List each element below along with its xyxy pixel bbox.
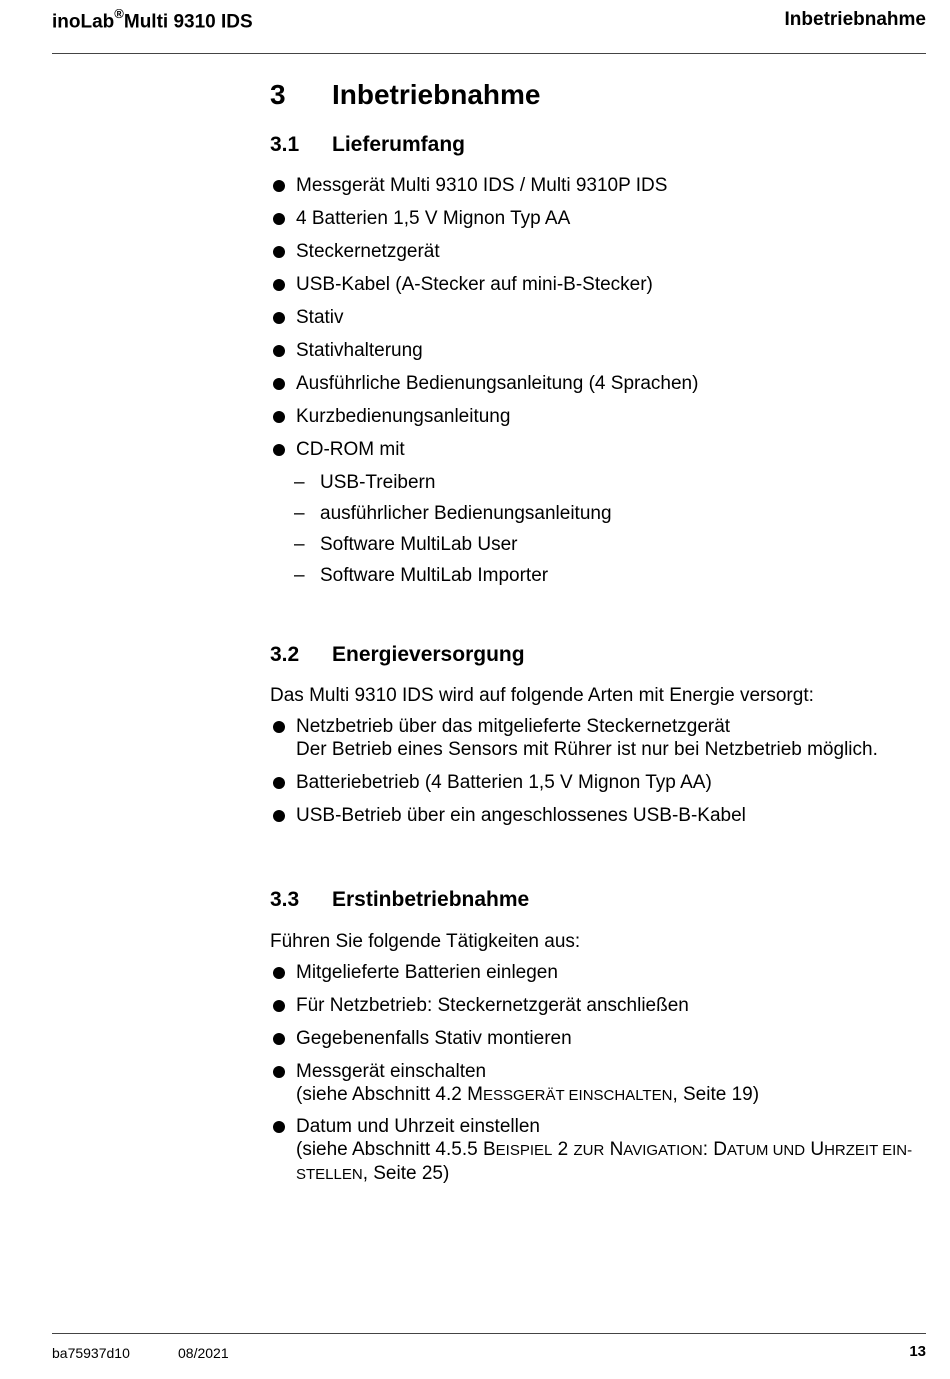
list-item xyxy=(270,961,558,984)
list-item-text: Stativhalterung xyxy=(296,340,423,361)
header-product xyxy=(52,8,253,33)
list-item-text: Messgerät einschalten xyxy=(296,1061,487,1082)
bullet-icon xyxy=(273,1033,285,1045)
cross-reference-cont xyxy=(270,1162,912,1186)
section-title: Erstinbetriebnahme xyxy=(332,888,530,911)
bullet-icon xyxy=(273,279,285,291)
ref-title-initial: M xyxy=(467,1084,483,1105)
header-chapter: Inbetriebnahme xyxy=(784,9,926,30)
header-brand: inoLab xyxy=(52,11,115,33)
list-item xyxy=(270,771,712,794)
list-item-text: USB-Betrieb über ein angeschlossenes USB-B-Kabel xyxy=(296,805,746,826)
ref-suffix: , Seite 19) xyxy=(672,1084,760,1105)
list-item xyxy=(270,1027,572,1050)
sub-list-item-text: Software MultiLab Importer xyxy=(320,565,549,586)
section-intro: Das Multi 9310 IDS wird auf folgende Arten mit Energie versorgt: xyxy=(270,685,814,706)
bullet-icon xyxy=(273,213,285,225)
ref-suffix: , Seite 25) xyxy=(362,1163,450,1184)
section-heading-3-1 xyxy=(270,133,465,157)
ref-prefix: (siehe Abschnitt 4.2 xyxy=(296,1084,468,1105)
list-item xyxy=(270,339,423,362)
ref-title-smallcaps: AVIGATION xyxy=(623,1142,703,1159)
list-item-text: USB-Kabel (A-Stecker auf mini-B-Stecker) xyxy=(296,274,653,295)
list-item xyxy=(270,405,510,428)
section-title: Energieversorgung xyxy=(332,643,525,666)
list-item xyxy=(270,438,405,461)
ref-title-part: U xyxy=(805,1139,825,1160)
list-item xyxy=(270,240,440,263)
ref-prefix: (siehe Abschnitt 4.5.5 xyxy=(296,1139,483,1160)
dash-icon: – xyxy=(294,534,305,555)
sub-list-item-text: USB-Treibern xyxy=(320,472,436,493)
list-item-text: Stativ xyxy=(296,307,344,328)
list-item-text: Mitgelieferte Batterien einlegen xyxy=(296,962,558,983)
list-item xyxy=(270,994,689,1017)
bullet-icon xyxy=(273,246,285,258)
ref-title-smallcaps: EISPIEL xyxy=(495,1142,553,1159)
list-item-text: Messgerät Multi 9310 IDS / Multi 9310P IDS xyxy=(296,175,668,196)
ref-title-part: : D xyxy=(702,1139,728,1160)
bullet-icon xyxy=(273,411,285,423)
bullet-icon xyxy=(273,312,285,324)
bullet-icon xyxy=(273,180,285,192)
bullet-icon xyxy=(273,721,285,733)
list-item-text: Kurzbedienungsanleitung xyxy=(296,406,511,427)
chapter-number: 3 xyxy=(270,79,286,110)
section-number: 3.3 xyxy=(270,888,300,911)
bullet-icon xyxy=(273,967,285,979)
ref-hyphen: - xyxy=(907,1142,913,1159)
list-item-text: Ausführliche Bedienungsanleitung (4 Sprachen) xyxy=(296,373,699,394)
ref-title-smallcaps: ZUR xyxy=(573,1142,605,1159)
footer-rule xyxy=(52,1333,926,1334)
list-item-text: Netzbetrieb über das mitgelieferte Steckernetzgerät xyxy=(296,716,731,737)
section-heading-3-2 xyxy=(270,643,525,667)
list-item xyxy=(270,715,878,761)
cross-reference xyxy=(270,1138,912,1162)
section-number: 3.1 xyxy=(270,133,300,156)
header-model: Multi 9310 IDS xyxy=(123,11,253,33)
list-item xyxy=(270,372,698,395)
list-item-text: Steckernetzgerät xyxy=(296,241,440,262)
list-item xyxy=(270,207,570,230)
section-heading-3-3 xyxy=(270,888,529,912)
bullet-icon xyxy=(273,777,285,789)
bullet-icon xyxy=(273,378,285,390)
bullet-icon xyxy=(273,1121,285,1133)
section-title: Lieferumfang xyxy=(332,133,466,156)
list-item-text: Für Netzbetrieb: Steckernetzgerät anschließen xyxy=(296,995,689,1016)
registered-mark: ® xyxy=(114,6,124,21)
list-item xyxy=(270,273,653,296)
bullet-icon xyxy=(273,810,285,822)
sub-list-item xyxy=(294,471,435,494)
list-item-note: Der Betrieb eines Sensors mit Rührer ist nur bei Netzbetrieb möglich. xyxy=(296,739,878,760)
list-item xyxy=(270,174,667,197)
ref-title-smallcaps: STELLEN xyxy=(296,1166,363,1183)
list-item-text: Datum und Uhrzeit einstellen xyxy=(296,1116,540,1137)
dash-icon: – xyxy=(294,565,305,586)
sub-list-item xyxy=(294,533,517,556)
list-item-text: Batteriebetrieb (4 Batterien 1,5 V Mignon Typ AA) xyxy=(296,772,712,793)
ref-title-smallcaps: HRZEIT EIN xyxy=(824,1142,908,1159)
bullet-icon xyxy=(273,1000,285,1012)
list-item-text: CD-ROM mit xyxy=(296,439,405,460)
sub-list-item xyxy=(294,564,548,587)
header-rule xyxy=(52,53,926,54)
ref-title-part: N xyxy=(604,1139,624,1160)
bullet-icon xyxy=(273,444,285,456)
ref-title-part: B xyxy=(482,1139,496,1160)
dash-icon: – xyxy=(294,472,305,493)
sub-list-item-text: Software MultiLab User xyxy=(320,534,518,555)
list-item xyxy=(270,1115,912,1186)
ref-title-smallcaps: ATUM UND xyxy=(727,1142,806,1159)
chapter-heading xyxy=(270,79,540,111)
cross-reference xyxy=(270,1083,759,1107)
dash-icon: – xyxy=(294,503,305,524)
list-item-text: Gegebenenfalls Stativ montieren xyxy=(296,1028,572,1049)
section-number: 3.2 xyxy=(270,643,300,666)
chapter-title: Inbetriebnahme xyxy=(332,79,541,110)
bullet-icon xyxy=(273,345,285,357)
sub-list-item-text: ausführlicher Bedienungsanleitung xyxy=(320,503,612,524)
ref-title-part: 2 xyxy=(552,1139,574,1160)
sub-list-item xyxy=(294,502,612,525)
footer-doc-id: ba75937d10 xyxy=(52,1345,130,1361)
section-intro: Führen Sie folgende Tätigkeiten aus: xyxy=(270,931,581,952)
list-item-text: 4 Batterien 1,5 V Mignon Typ AA xyxy=(296,208,571,229)
page-number: 13 xyxy=(909,1343,926,1360)
bullet-icon xyxy=(273,1066,285,1078)
ref-title-smallcaps: ESSGERÄT EINSCHALTEN xyxy=(482,1087,673,1104)
list-item xyxy=(270,804,746,827)
list-item xyxy=(270,306,344,329)
list-item xyxy=(270,1060,759,1107)
footer-date: 08/2021 xyxy=(178,1345,229,1361)
